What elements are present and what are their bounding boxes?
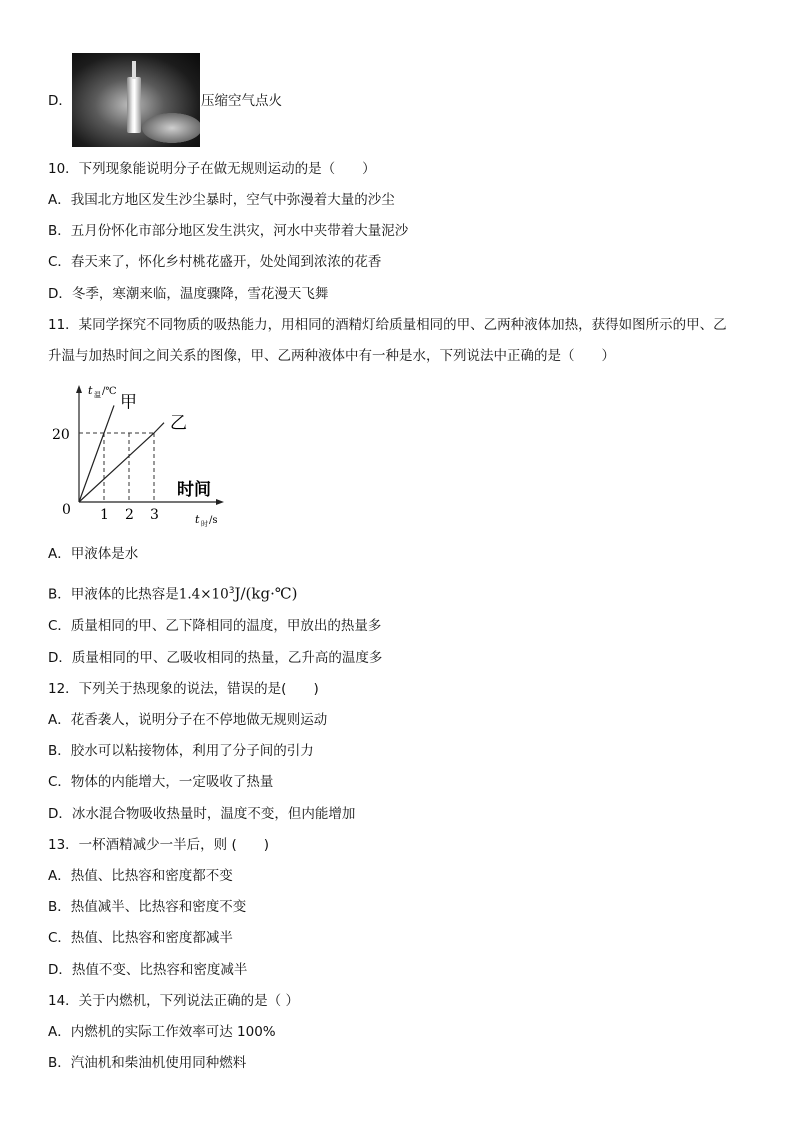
q11-option-b-value: 1.4×10 (178, 586, 229, 603)
q13-option-c: C．热值、比热容和密度都减半 (48, 930, 233, 946)
origin-label: 0 (62, 502, 71, 518)
q13-option-a: A．热值、比热容和密度都不变 (48, 868, 233, 884)
q10-stem: 10．下列现象能说明分子在做无规则运动的是（ ） (48, 161, 376, 177)
q11-option-a: A．甲液体是水 (48, 546, 139, 562)
y-axis-arrow (76, 385, 82, 393)
y-tick-20: 20 (52, 427, 70, 443)
x-tick-3: 3 (150, 507, 159, 523)
x-axis-arrow (216, 499, 224, 505)
x-tick-2: 2 (125, 507, 134, 523)
y-axis-unit: /℃ (102, 386, 117, 397)
q12-option-c: C．物体的内能增大，一定吸收了热量 (48, 774, 274, 790)
y-axis-sub: 温 (94, 391, 101, 399)
q12-option-b: B．胶水可以粘接物体，利用了分子间的引力 (48, 743, 314, 759)
q12-stem: 12．下列关于热现象的说法，错误的是( ) (48, 681, 319, 697)
q13-option-d: D．热值不变、比热容和密度减半 (48, 962, 248, 978)
series-lines (79, 392, 187, 502)
q11-stem-line1: 11．某同学探究不同物质的吸热能力，用相同的酒精灯给质量相同的甲、乙两种液体加热，获得如图所示的甲、乙 (48, 317, 727, 333)
x-tick-1: 1 (100, 507, 109, 523)
q9-option-d-label: D． (48, 93, 72, 109)
q13-stem: 13．一杯酒精减少一半后，则 ( ) (48, 837, 270, 853)
syringe-plunger (132, 61, 136, 79)
q13-option-b: B．热值减半、比热容和密度不变 (48, 899, 247, 915)
series-line-yi (79, 423, 164, 502)
q11-option-c: C．质量相同的甲、乙下降相同的温度，甲放出的热量多 (48, 618, 382, 634)
q10-option-a: A．我国北方地区发生沙尘暴时，空气中弥漫着大量的沙尘 (48, 192, 395, 208)
q10-option-b: B．五月份怀化市部分地区发生洪灾，河水中夹带着大量泥沙 (48, 223, 409, 239)
q10-option-c: C．春天来了，怀化乡村桃花盛开，处处闻到浓浓的花香 (48, 254, 382, 270)
q9-option-d-text: 压缩空气点火 (201, 93, 282, 109)
hand-shape (142, 113, 200, 143)
q12-option-d: D．冰水混合物吸收热量时，温度不变，但内能增加 (48, 806, 356, 822)
q10-option-d: D．冬季，寒潮来临，温度骤降，雪花漫天飞舞 (48, 286, 329, 302)
x-tick-labels (100, 507, 159, 523)
q11-option-b-unit: J/(kg·℃) (234, 584, 298, 603)
y-axis-label: t (88, 384, 93, 397)
q14-stem: 14．关于内燃机，下列说法正确的是（ ） (48, 993, 299, 1009)
q12-option-a: A．花香袭人，说明分子在不停地做无规则运动 (48, 712, 328, 728)
q11-option-b-exponent: 3 (228, 586, 235, 596)
q11-option-d: D．质量相同的甲、乙吸收相同的热量，乙升高的温度多 (48, 650, 383, 666)
q14-option-a: A．内燃机的实际工作效率可达 100% (48, 1024, 276, 1040)
x-axis-unit: /s (209, 515, 218, 526)
x-caption: 时间 (177, 480, 211, 500)
series-label-yi: 乙 (170, 413, 187, 434)
syringe-photo (72, 53, 200, 147)
syringe-tube (127, 77, 141, 133)
x-axis-sub: 时 (201, 520, 208, 528)
q11-option-b-prefix: B．甲液体的比热容是 (48, 586, 179, 603)
x-axis-label: t (195, 513, 200, 526)
q14-option-b: B．汽油机和柴油机使用同种燃料 (48, 1055, 247, 1071)
q11-stem-line2: 升温与加热时间之间关系的图像，甲、乙两种液体中有一种是水，下列说法中正确的是（ ） (48, 348, 615, 364)
series-line-jia (79, 405, 114, 502)
temperature-time-graph (52, 380, 232, 530)
q11-option-b (48, 580, 297, 606)
series-label-jia: 甲 (120, 392, 137, 413)
